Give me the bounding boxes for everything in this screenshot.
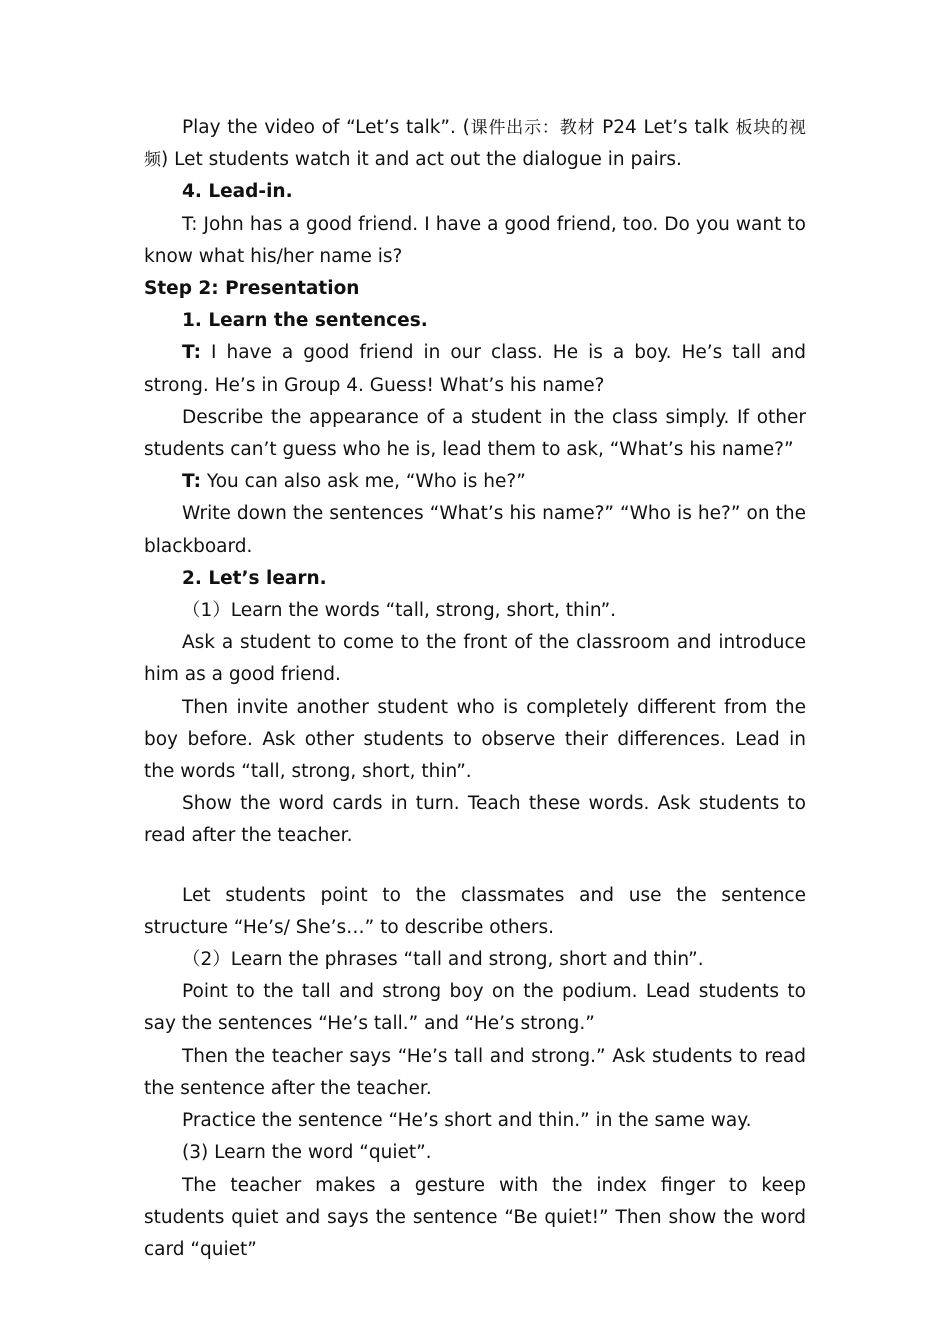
paragraph-point-boy: Point to the tall and strong boy on the podium. Lead students to say the sentences “He’s tall.” and “He’s strong.” [144, 981, 806, 1035]
teacher-label: T: [182, 471, 202, 493]
play-video-text-c: ) Let students watch it and act out the dialogue in pairs. [161, 149, 682, 171]
paragraph-learn-words: （1）Learn the words “tall, strong, short, thin”. [182, 600, 617, 622]
paragraph-ask-student: Ask a student to come to the front of the classroom and introduce him as a good friend. [144, 632, 806, 686]
paragraph-gesture: The teacher makes a gesture with the index finger to keep students quiet and says the sentence “Be quiet!” Then show the word card “quiet” [144, 1174, 806, 1260]
play-video-chinese-1: 课件出示：教材 [469, 118, 596, 138]
heading-lead-in: 4. Lead-in. [182, 181, 293, 203]
heading-lets-learn: 2. Let’s learn. [182, 567, 327, 589]
paragraph-practice: Practice the sentence “He’s short and thin.” in the same way. [182, 1110, 752, 1132]
paragraph-show-cards: Show the word cards in turn. Teach these words. Ask students to read after the teacher. [144, 793, 806, 847]
paragraph-invite-another: Then invite another student who is completely different from the boy before. Ask other students to observe their differences. Lead in the words “tall, strong, short, thin”. [144, 696, 806, 783]
paragraph-learn-quiet: (3) Learn the word “quiet”. [182, 1142, 432, 1164]
heading-step-2: Step 2: Presentation [144, 278, 360, 300]
document-page [144, 112, 806, 1266]
play-video-text-b: P24 Let’s talk [595, 117, 736, 138]
play-video-chinese-2: 板块的视频 [144, 118, 807, 171]
paragraph-teacher-says: Then the teacher says “He’s tall and strong.” Ask students to read the sentence after the teacher. [144, 1045, 806, 1099]
paragraph-lead-in: T: John has a good friend. I have a good friend, too. Do you want to know what his/her name is? [144, 213, 806, 267]
heading-learn-sentences: 1. Learn the sentences. [182, 310, 428, 332]
play-video-text-a: Play the video of “Let’s talk”. ( [182, 117, 470, 138]
paragraph-describe: Describe the appearance of a student in the class simply. If other students can’t guess who he is, lead them to ask, “What’s his name?” [144, 406, 806, 461]
paragraph-point-classmates: Let students point to the classmates and use the sentence structure “He’s/ She’s…” to describe others. [144, 884, 806, 938]
paragraph-learn-phrases: （2）Learn the phrases “tall and strong, short and thin”. [182, 949, 704, 971]
paragraph-play-video [144, 112, 806, 176]
teacher-label: T: [182, 342, 202, 364]
teacher-1-text: I have a good friend in our class. He is a boy. He’s tall and strong. He’s in Group 4. Guess! What’s his name? [144, 342, 806, 396]
paragraph-teacher-1 [144, 337, 806, 401]
teacher-2-text: You can also ask me, “Who is he?” [201, 471, 526, 493]
paragraph-teacher-2 [144, 466, 806, 498]
blank-line [144, 853, 806, 880]
paragraph-write-down: Write down the sentences “What’s his name?” “Who is he?” on the blackboard. [144, 503, 806, 557]
